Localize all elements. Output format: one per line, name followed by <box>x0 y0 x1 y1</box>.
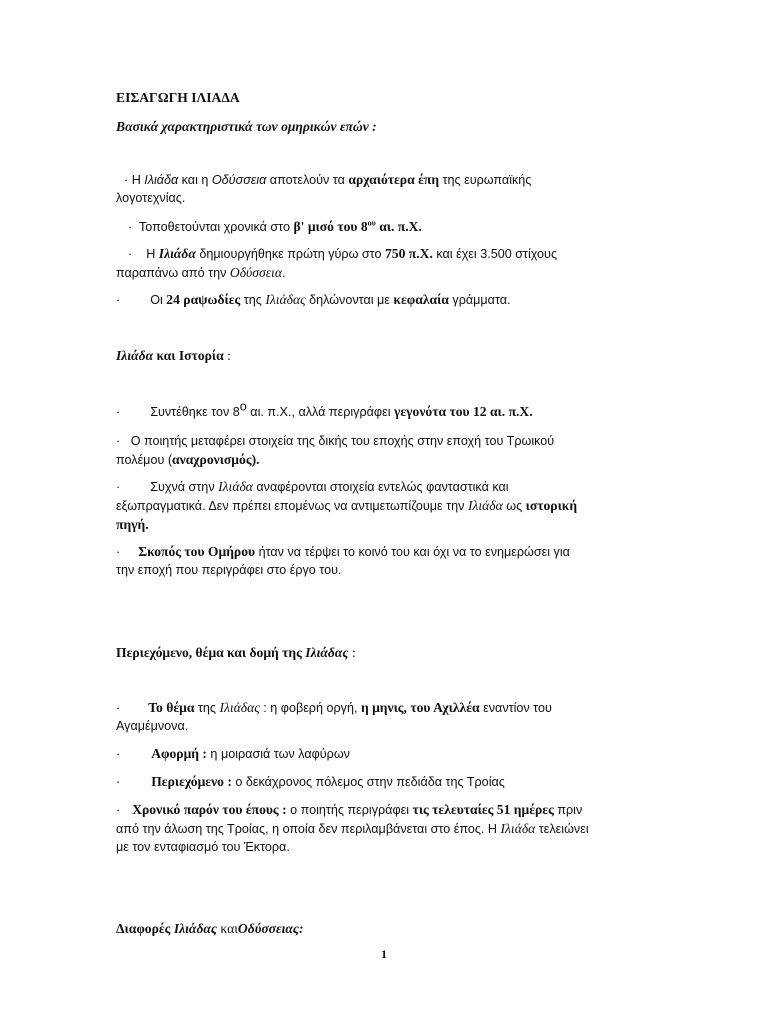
paragraph-homer-purpose: · Σκοπός του Ομήρου ήταν να τέρψει το κοινό του και όχι να το ενημερώσει για <box>116 542 656 562</box>
paragraph-time-frame-end: με τον ενταφιασμό του Έκτορα. <box>116 840 290 854</box>
paragraph-rhapsodies: · Οι 24 ραψωδίες της Ιλιάδας δηλώνονται με κεφαλαία γράμματα. <box>116 290 656 310</box>
paragraph-fantastic-end: πηγή. <box>116 517 149 532</box>
paragraph-fantastic: · Συχνά στην Ιλιάδα αναφέρονται στοιχεία εντελώς φανταστικά και <box>116 477 656 497</box>
bullet-icon: · <box>116 775 121 789</box>
bullet-icon: · <box>128 220 133 234</box>
bullet-icon: · <box>116 747 121 761</box>
bullet-icon: · <box>116 803 121 817</box>
bullet-icon: · <box>128 247 133 261</box>
paragraph-time-frame: · Χρονικό παρόν του έπους : ο ποιητής περιγράφει τις τελευταίες 51 ημέρες πριν <box>116 800 656 820</box>
paragraph-iliad-first: · Η Ιλιάδα δημιουργήθηκε πρώτη γύρω στο 750 π.Χ. και έχει 3.500 στίχους <box>116 244 656 264</box>
bullet-icon: · <box>116 434 121 448</box>
section-heading-content-theme: Περιεχόμενο, θέμα και δομή της Ιλιάδας : <box>116 645 356 660</box>
paragraph-fantastic-cont: εξωπραγματικά. Δεν πρέπει επομένως να αντιμετωπίζουμε την Ιλιάδα ως ιστορική <box>116 498 578 513</box>
bullet-icon: · <box>124 173 129 187</box>
document-title: ΕΙΣΑΓΩΓΗ ΙΛΙΑΔΑ <box>116 90 240 105</box>
paragraph-content: · Περιεχόμενο : ο δεκάχρονος πόλεμος στην πεδιάδα της Τροίας <box>116 772 656 792</box>
bullet-icon: · <box>116 701 121 715</box>
paragraph-anachronism-cont: πολέμου (αναχρονισμός). <box>116 452 260 467</box>
section-heading-epic-features: Βασικά χαρακτηριστικά των ομηρικών επών : <box>116 119 377 134</box>
bullet-icon: · <box>116 405 121 419</box>
paragraph-cause: · Αφορμή : η μοιρασιά των λαφύρων <box>116 744 656 764</box>
bullet-icon: · <box>116 480 121 494</box>
paragraph-anachronism: · Ο ποιητής μεταφέρει στοιχεία της δικής του εποχής στην εποχή του Τρωικού <box>116 431 656 451</box>
bullet-icon: · <box>116 545 121 559</box>
paragraph-theme-cont: Αγαμέμνονα. <box>116 719 189 733</box>
paragraph-composed: · Συντέθηκε τον $8^o$ αι. π.Χ., αλλά περιγράφει γεγονότα του 12 αι. π.Χ. <box>116 402 656 422</box>
page-number: 1 <box>381 947 387 961</box>
paragraph-theme: · Το θέμα της Ιλιάδας : η φοβερή οργή, η μηνις, του Αχιλλέα εναντίον του <box>116 698 656 718</box>
paragraph-oldest-epics-cont: λογοτεχνίας. <box>116 191 186 205</box>
section-heading-differences: Διαφορές Ιλιάδας καιΟδύσσειας: <box>116 921 304 936</box>
paragraph-time-frame-cont: από την άλωση της Τροίας, η οποία δεν περιλαμβάνεται στο έπος. Η Ιλιάδα τελειώνει <box>116 821 589 836</box>
paragraph-oldest-epics: · Η Ιλιάδα και η Οδύσσεια αποτελούν τα αρχαιότερα έπη της ευρωπαϊκής <box>116 170 656 190</box>
bullet-icon: · <box>116 293 121 307</box>
section-heading-iliad-history: Ιλιάδα και Ιστορία : <box>116 348 231 363</box>
paragraph-homer-purpose-cont: την εποχή που περιγράφει στο έργο του. <box>116 563 342 577</box>
paragraph-iliad-first-cont: παραπάνω από την Οδύσσεια. <box>116 265 286 280</box>
paragraph-dating: · Τοποθετούνται χρονικά στο β' μισό του $8^{o\upsilon}$ αι. π.Χ. <box>116 217 656 237</box>
